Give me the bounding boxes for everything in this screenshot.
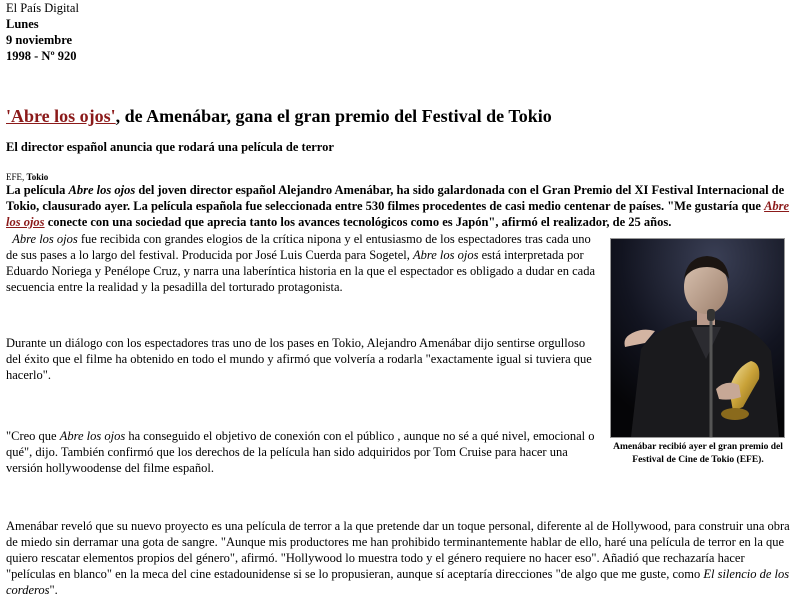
lead-paragraph: La película Abre los ojos del joven director español Alejandro Amenábar, ha sido galardonada con el Gran Premio del XI Festival Internacional de Tokio, clausurado ayer. La película española fue seleccionada entre 530 filmes procedentes de casi medio centenar de países. "Me gustaría que Abre los ojos conecte con una sociedad que aprecia tanto los avances tecnológicos como es Japón", afirmó el realizador, de 25 años. [6,183,790,229]
issue-number: 1998 - Nº 920 [6,49,77,63]
film-title: Abre los ojos [12,232,78,246]
byline-city: Tokio [26,172,49,182]
headline [6,104,552,128]
body-paragraph-3: "Creo que Abre los ojos ha conseguido el objetivo de conexión con el público , aunque no sé a qué nivel, emocional o qué", dijo. También confirmó que los derechos de la película han sido adquiridos por Tom Cruise para hacer una versión hollywoodense del filme español. [6,429,595,475]
headline-text: , de Amenábar, gana el gran premio del Festival de Tokio [115,106,552,126]
film-title: El silencio de los corderos [6,567,790,597]
publication-name: El País Digital [6,1,79,15]
byline-separator: , [22,172,27,182]
film-title: Abre los ojos [59,429,126,443]
masthead [6,0,79,64]
director-with-award-photo-icon [611,239,784,437]
body-paragraph-2: Durante un diálogo con los espectadores tras uno de los pases en Tokio, Alejandro Amenábar dijo sentirse orgulloso del éxito que el filme ha obtenido en todo el mundo y afirmó que volvería a rodarla "exactamente igual si tuviera que hacerlo". [6,336,592,382]
film-title: Abre los ojos [412,248,479,262]
news-photo [610,238,785,438]
body-paragraph-4: Amenábar reveló que su nuevo proyecto es una película de terror a la que pretende dar un toque personal, diferente al de Hollywood, para construir una obra de miedo sin derramar una gota de sangre. "Aunque mis productores me han prohibido terminantemente hablar de ello, haré una película de terror en la que quiero rescatar elementos propios del género", afirmó. "Hollywood lo muestra todo y el género requiere no hacer eso". Añadió que rechazaría hacer "películas en blanco" en la meca del cine estadounidense si se lo propusieran, aunque sí aceptaría direcciones "de algo que me guste, como El silencio de los corderos". [6,519,790,597]
film-title: Abre los ojos [68,183,136,197]
byline-agency: EFE [6,172,23,182]
subheadline: El director español anuncia que rodará una película de terror [6,140,334,154]
weekday: Lunes [6,17,39,31]
film-title-link[interactable]: Abre los ojos [6,199,790,229]
headline-film-link[interactable]: 'Abre los ojos' [6,106,116,126]
photo-caption: Amenábar recibió ayer el gran premio del Festival de Cine de Tokio (EFE). [613,442,783,465]
date: 9 noviembre [6,33,73,47]
body-paragraph-1: Abre los ojos fue recibida con grandes elogios de la crítica nipona y el entusiasmo de los espectadores tras cada uno de sus pases a lo largo del festival. Producida por José Luis Cuerda para Sogetel, Abre los ojos está interpretada por Eduardo Noriega y Penélope Cruz, y narra una laberíntica historia en la que el espectador es obligado a dudar en cada secuencia entre la realidad y la pesadilla del torturado protagonista. [6,232,595,294]
